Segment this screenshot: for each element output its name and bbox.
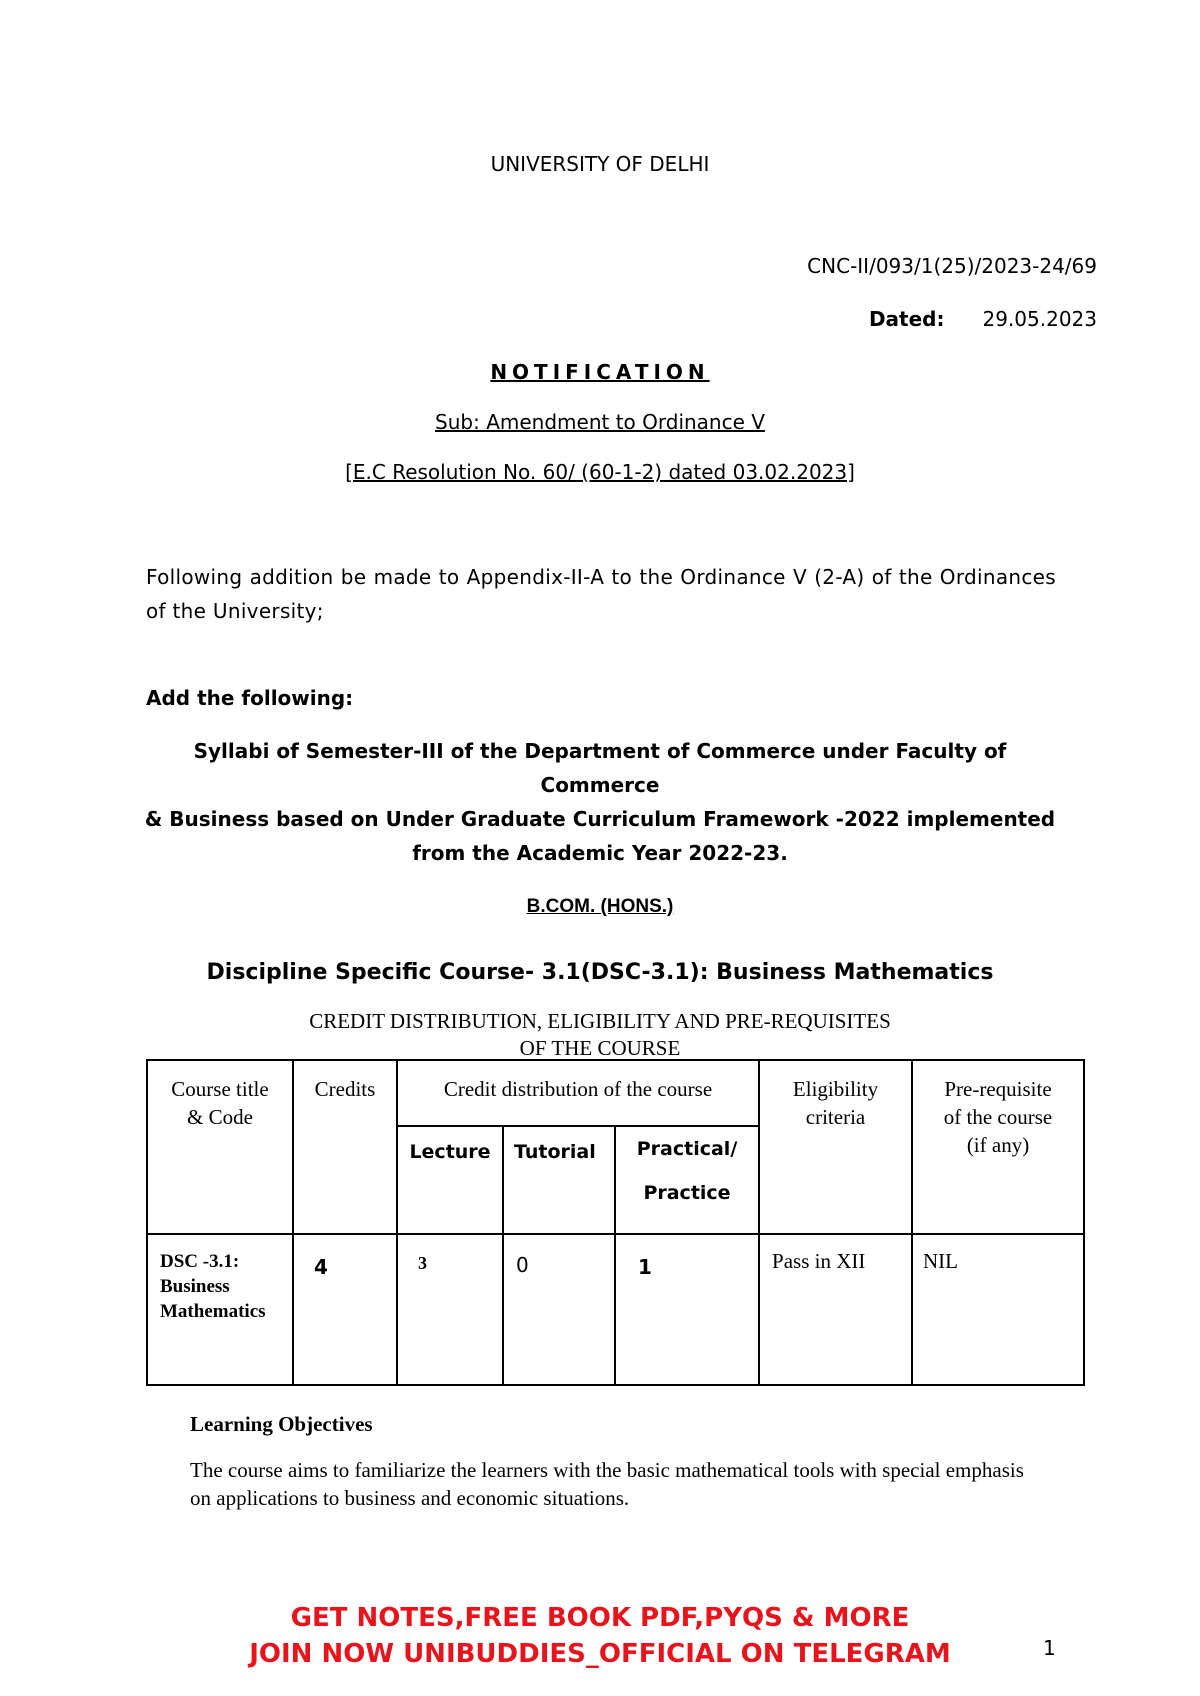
promo-line-1: GET NOTES,FREE BOOK PDF,PYQS & MORE <box>290 1603 910 1633</box>
header-credit-distribution: Credit distribution of the course <box>397 1060 759 1126</box>
header-credits: Credits <box>293 1060 397 1234</box>
credit-distribution-table <box>146 1059 1085 1386</box>
row-lecture: 3 <box>397 1234 503 1385</box>
row-tutorial: 0 <box>503 1234 615 1385</box>
header-lecture: Lecture <box>397 1126 503 1234</box>
header-eligibility: Eligibility criteria <box>759 1060 912 1234</box>
learning-objectives-text: The course aims to familiarize the learners with the basic mathematical tools with special emphasis on applications to business and economic situations. <box>190 1458 1024 1510</box>
credit-heading-line-1: CREDIT DISTRIBUTION, ELIGIBILITY AND PRE-REQUISITES <box>309 1009 891 1033</box>
header-course-title: Course title & Code <box>147 1060 293 1234</box>
syllabi-line-3: from the Academic Year 2022-23. <box>412 841 788 865</box>
dated-value: 29.05.2023 <box>982 307 1097 331</box>
credit-heading-line-2: OF THE COURSE <box>519 1036 681 1060</box>
subject-line: Sub: Amendment to Ordinance V <box>435 410 765 434</box>
row-practical: 1 <box>615 1234 759 1385</box>
syllabi-line-1: Syllabi of Semester-III of the Department of Commerce under Faculty of Commerce <box>193 739 1007 797</box>
row-course: DSC -3.1: Business Mathematics <box>147 1234 293 1385</box>
notification-title: NOTIFICATION <box>490 360 710 384</box>
add-following-label: Add the following: <box>146 686 354 710</box>
syllabi-line-2: & Business based on Under Graduate Curriculum Framework -2022 implemented <box>144 807 1056 831</box>
university-name: UNIVERSITY OF DELHI <box>490 152 710 176</box>
course-title: Discipline Specific Course- 3.1(DSC-3.1): Business Mathematics <box>206 960 994 985</box>
syllabi-statement <box>140 734 1060 870</box>
page-number: 1 <box>1043 1636 1056 1660</box>
header-tutorial: Tutorial <box>503 1126 615 1234</box>
row-credits: 4 <box>293 1234 397 1385</box>
addition-paragraph: Following addition be made to Appendix-II-A to the Ordinance V (2-A) of the Ordinances of the University; <box>146 565 1056 623</box>
dated-label: Dated: <box>868 307 945 331</box>
row-eligibility: Pass in XII <box>759 1234 912 1385</box>
header-practical-line-2: Practice <box>643 1182 731 1204</box>
resolution-line: [E.C Resolution No. 60/ (60-1-2) dated 03.02.2023] <box>345 460 855 484</box>
reference-number: CNC-II/093/1(25)/2023-24/69 <box>807 254 1097 278</box>
promo-line-2: JOIN NOW UNIBUDDIES_OFFICIAL ON TELEGRAM <box>249 1639 951 1669</box>
promo-banner <box>0 1600 1200 1672</box>
row-prerequisite: NIL <box>912 1234 1084 1385</box>
date-line <box>869 307 1097 331</box>
learning-objectives-heading: Learning Objectives <box>190 1412 373 1436</box>
header-prerequisite: Pre-requisite of the course (if any) <box>912 1060 1084 1234</box>
program-title: B.COM. (HONS.) <box>526 896 674 917</box>
header-practical <box>615 1126 759 1234</box>
credit-distribution-heading <box>200 1008 1000 1062</box>
header-practical-line-1: Practical/ <box>636 1138 738 1160</box>
